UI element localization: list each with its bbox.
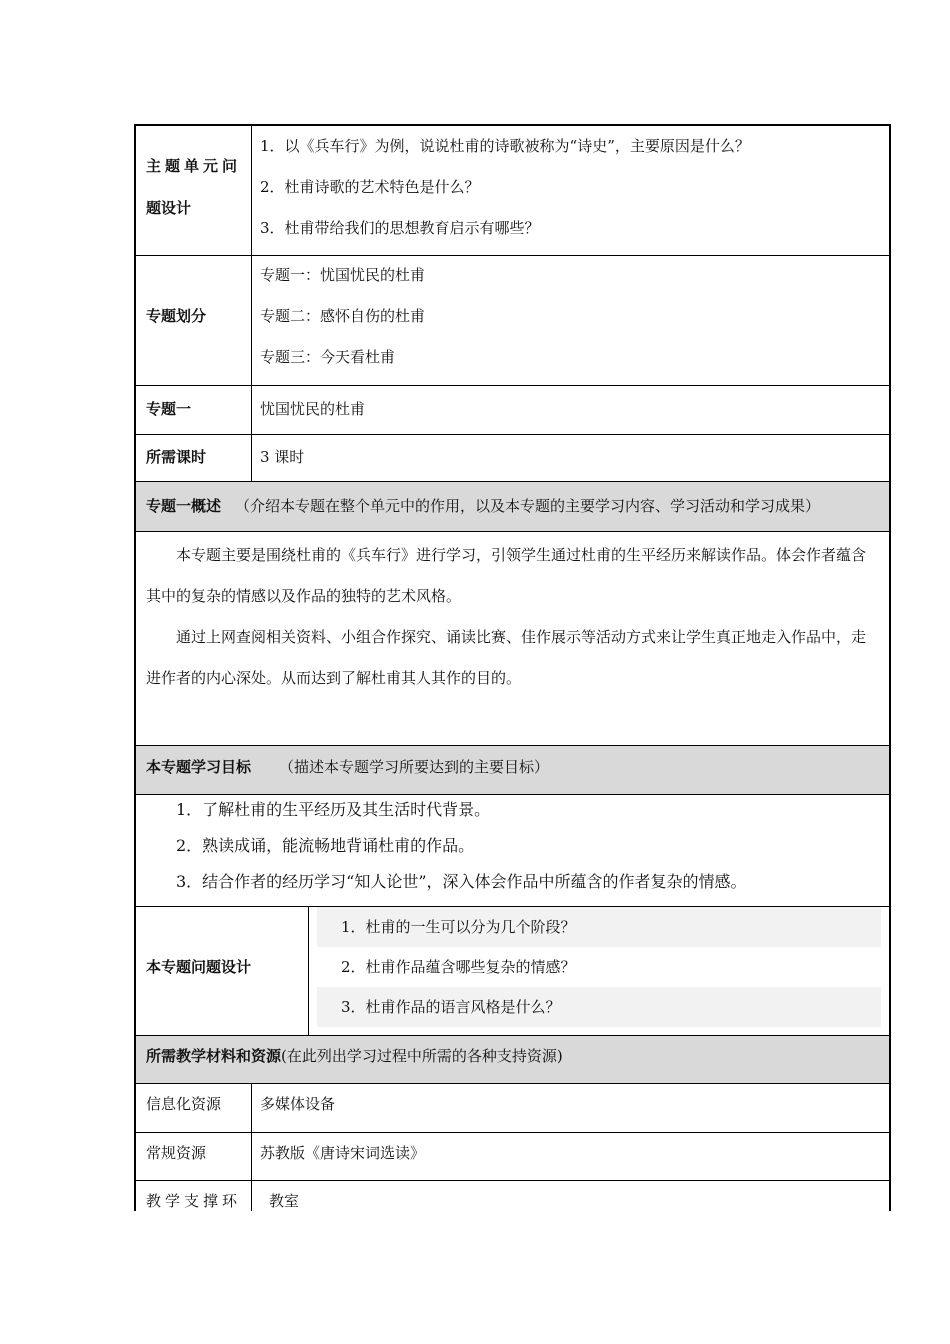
objectives-header-content bbox=[136, 746, 889, 794]
label-text: 常规资源 bbox=[146, 1144, 207, 1162]
objectives-body bbox=[136, 795, 889, 907]
theme-questions-content bbox=[252, 126, 889, 255]
value-text: 多媒体设备 bbox=[260, 1095, 336, 1113]
label-text: 专题一 bbox=[146, 400, 192, 418]
objectives-header bbox=[136, 746, 889, 795]
lesson-plan-table bbox=[134, 124, 891, 1211]
label-text: 教学支撑环 bbox=[146, 1192, 242, 1210]
objectives-title: 本专题学习目标 bbox=[146, 758, 252, 776]
overview-body bbox=[136, 532, 889, 746]
label-text: 专题划分 bbox=[146, 307, 207, 325]
resource-row-digital bbox=[136, 1084, 889, 1133]
topic-one-label bbox=[136, 386, 252, 434]
topic-division-row bbox=[136, 256, 889, 386]
topic-one-row bbox=[136, 386, 889, 435]
resource-value bbox=[252, 1084, 889, 1132]
resources-header bbox=[136, 1036, 889, 1084]
overview-paragraph: 本专题主要是围绕杜甫的《兵车行》进行学习，引领学生通过杜甫的生平经历来解读作品。体会作者蕴含其中的复杂的情感以及作品的独特的艺术风格。 bbox=[146, 546, 867, 605]
overview-header bbox=[136, 482, 889, 532]
overview-paragraph: 通过上网查阅相关资料、小组合作探究、诵读比赛、佳作展示等活动方式来让学生真正地走入作品中，走进作者的内心深处。从而达到了解杜甫其人其作的目的。 bbox=[146, 628, 867, 687]
resources-title: 所需教学材料和资源 bbox=[146, 1047, 282, 1065]
topic-item: 专题一：忧国忧民的杜甫 bbox=[260, 266, 426, 284]
overview-hint: （介绍本专题在整个单元中的作用，以及本专题的主要学习内容、学习活动和学习成果） bbox=[235, 497, 821, 515]
question-item: 2．杜甫诗歌的艺术特色是什么？ bbox=[260, 178, 480, 196]
value-text: 苏教版《唐诗宋词选读》 bbox=[260, 1144, 426, 1162]
objective-item: 2．熟读成诵，能流畅地背诵杜甫的作品。 bbox=[176, 836, 475, 855]
question-item: 1．以《兵车行》为例，说说杜甫的诗歌被称为“诗史”，主要原因是什么？ bbox=[260, 137, 750, 155]
resources-hint: (在此列出学习过程中所需的各种支持资源) bbox=[281, 1047, 563, 1065]
resources-header-line bbox=[146, 1045, 563, 1066]
label-line: 题设计 bbox=[146, 199, 192, 217]
objective-item: 1．了解杜甫的生平经历及其生活时代背景。 bbox=[176, 800, 491, 819]
resource-row-environment bbox=[136, 1181, 889, 1211]
value-text: 忧国忧民的杜甫 bbox=[260, 400, 366, 418]
label-text: 信息化资源 bbox=[146, 1095, 222, 1113]
resource-value bbox=[252, 1181, 889, 1211]
objectives-header-line bbox=[146, 756, 549, 777]
topic-item: 专题二：感怀自伤的杜甫 bbox=[260, 307, 426, 325]
theme-questions-label bbox=[136, 126, 252, 255]
resources-header-content bbox=[136, 1036, 889, 1083]
topic-one-value bbox=[252, 386, 889, 434]
topic-questions-content bbox=[309, 907, 889, 1035]
topic-questions-row bbox=[136, 907, 889, 1036]
resource-label bbox=[136, 1084, 252, 1132]
value-text: 教室 bbox=[269, 1192, 300, 1210]
resource-value bbox=[252, 1133, 889, 1180]
resource-label bbox=[136, 1133, 252, 1180]
theme-questions-row bbox=[136, 126, 889, 256]
overview-header-content bbox=[136, 482, 889, 531]
topic-division-content bbox=[252, 256, 889, 385]
topic-question-item: 2．杜甫作品蕴含哪些复杂的情感？ bbox=[317, 947, 881, 987]
class-hours-label bbox=[136, 435, 252, 481]
label-text: 本专题问题设计 bbox=[146, 958, 252, 976]
class-hours-row bbox=[136, 435, 889, 482]
question-item: 3．杜甫带给我们的思想教育启示有哪些？ bbox=[260, 219, 540, 237]
overview-title: 专题一概述 bbox=[146, 497, 222, 515]
topic-question-item: 1．杜甫的一生可以分为几个阶段？ bbox=[317, 907, 881, 947]
topic-division-label bbox=[136, 256, 252, 385]
objective-item: 3．结合作者的经历学习“知人论世”，深入体会作品中所蕴含的作者复杂的情感。 bbox=[176, 872, 747, 891]
topic-item: 专题三：今天看杜甫 bbox=[260, 348, 396, 366]
resource-label bbox=[136, 1181, 252, 1211]
overview-header-line bbox=[146, 495, 820, 516]
label-text: 所需课时 bbox=[146, 448, 207, 466]
topic-question-item: 3．杜甫作品的语言风格是什么？ bbox=[317, 987, 881, 1027]
value-text: 3 课时 bbox=[260, 448, 305, 466]
label-line: 主题单元问 bbox=[146, 157, 242, 175]
resource-row-conventional bbox=[136, 1133, 889, 1181]
class-hours-value bbox=[252, 435, 889, 481]
objectives-hint: （描述本专题学习所要达到的主要目标） bbox=[279, 758, 550, 776]
topic-questions-label bbox=[136, 907, 309, 1035]
